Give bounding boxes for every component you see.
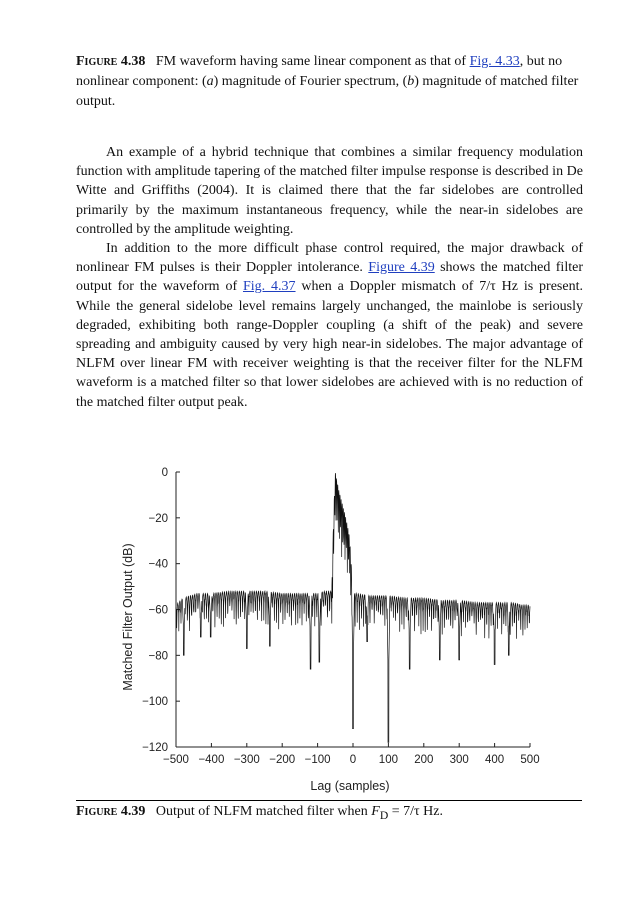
y-tick-label: −20 — [148, 512, 168, 525]
x-tick-label: 200 — [414, 754, 434, 766]
caption-text: , but no nonlinear component: ( — [76, 54, 563, 89]
x-tick-label: 500 — [520, 754, 540, 766]
caption-text: ) magnitude of matched filter output. — [76, 74, 579, 109]
figure-4-38-caption — [76, 52, 582, 112]
caption-text: = 7/τ Hz. — [388, 804, 443, 819]
y-tick-label: −120 — [142, 742, 168, 754]
x-tick-label: −500 — [163, 754, 189, 766]
paragraph-text: when a Doppler mismatch of 7/τ Hz is present. While the general sidelobe level remains largely unchanged, the mainlobe is seriously degraded, exhibiting both range-Doppler coupling (a shift of the peak) and severe spreading and ambiguity caused by very high near-in sidelobes. The major advantage of NLFM over linear FM with receiver weighting is that the receiver filter for the NLFM waveform is a matched filter so that lower sidelobes are achieved with is no reduction of the matched filter output peak. — [76, 279, 583, 410]
paragraph-2 — [76, 239, 583, 412]
x-axis-label: Lag (samples) — [310, 779, 390, 793]
figure-4-39-caption — [76, 802, 582, 826]
y-axis-label: Matched Filter Output (dB) — [121, 543, 135, 691]
body-text — [76, 143, 583, 412]
fig-4-33-link[interactable]: Fig. 4.33 — [469, 54, 520, 69]
x-tick-label: −400 — [198, 754, 225, 766]
y-tick-label: 0 — [161, 467, 168, 479]
y-tick-label: −100 — [142, 696, 168, 709]
y-tick-label: −40 — [148, 558, 168, 571]
matched-filter-series-line — [176, 473, 530, 742]
x-tick-label: −300 — [233, 754, 260, 766]
fd-symbol: F — [371, 804, 380, 819]
y-tick-label: −60 — [148, 604, 168, 617]
matched-filter-chart — [110, 462, 550, 798]
caption-text: FM waveform having same linear component as that of — [155, 54, 470, 69]
plot-area — [142, 467, 540, 766]
fig-4-37-link[interactable]: Fig. 4.37 — [242, 279, 296, 295]
figure-4-39-label: Figure 4.39 — [76, 804, 146, 819]
caption-text: Output of NLFM matched filter when — [155, 804, 372, 819]
fd-subscript: D — [379, 808, 389, 822]
caption-part-a: a — [206, 74, 214, 89]
paragraph-text: shows the matched filter output for the waveform of — [76, 260, 583, 295]
paragraph-text: In addition to the more difficult phase control required, the major drawback of nonlinear FM pulses is their Doppler intolerance. — [76, 241, 583, 276]
x-tick-label: 100 — [378, 754, 398, 766]
x-tick-label: 400 — [485, 754, 505, 766]
y-tick-label: −80 — [148, 650, 168, 663]
x-tick-label: 0 — [349, 754, 357, 766]
caption-rule — [76, 800, 582, 801]
figure-4-38-label: Figure 4.38 — [76, 54, 146, 69]
caption-part-b: b — [407, 74, 415, 89]
x-tick-label: −100 — [304, 754, 331, 766]
caption-text: ) magnitude of Fourier spectrum, ( — [213, 74, 408, 89]
x-tick-label: 300 — [449, 754, 469, 766]
x-tick-label: −200 — [269, 754, 296, 766]
figure-4-39-link[interactable]: Figure 4.39 — [368, 260, 435, 276]
paragraph-1: An example of a hybrid technique that combines a similar frequency modulation function with amplitude tapering of the matched filter impulse response is described in De Witte and Griffiths (2004). It is claimed there that the far sidelobes are controlled primarily by the maximum instantaneous frequency, while the near-in sidelobes are controlled by the amplitude weighting. — [76, 145, 583, 237]
